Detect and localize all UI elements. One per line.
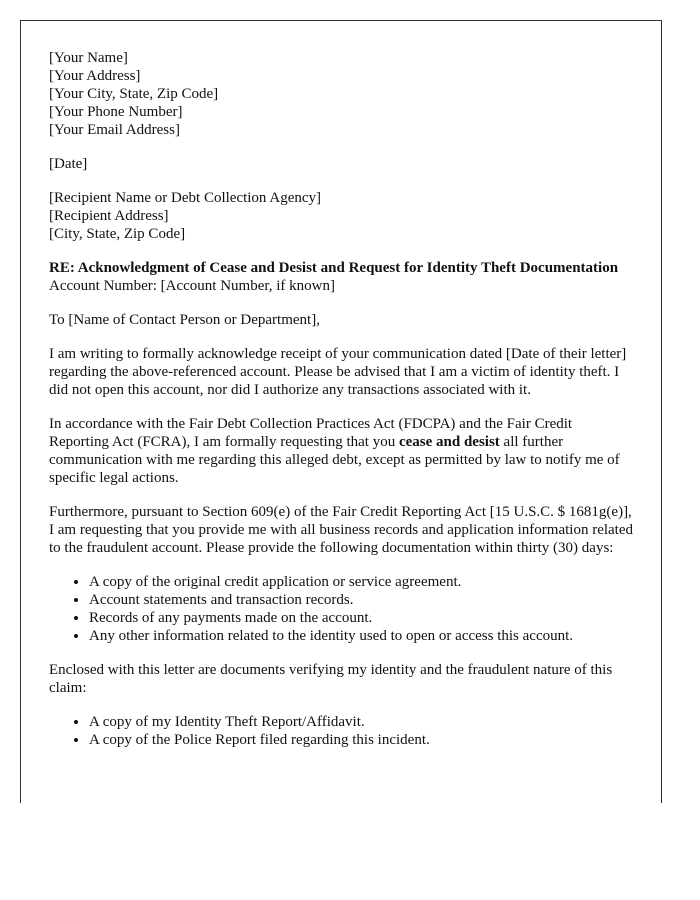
subject-line: RE: Acknowledgment of Cease and Desist and Request for Identity Theft Documentation xyxy=(49,260,619,276)
date: [Date] xyxy=(49,156,88,172)
subject-block xyxy=(49,259,634,295)
paragraph-acknowledgment: I am writing to formally acknowledge receipt of your communication dated [Date of their letter] regarding the above-referenced account. Please be advised that I am a victim of identity theft. I did not open this account, nor did I authorize any transactions associated with it. xyxy=(49,346,627,398)
sender-address: [Your Address] xyxy=(49,68,141,84)
recipient-address: [Recipient Address] xyxy=(49,208,169,224)
salutation: To [Name of Contact Person or Department], xyxy=(49,312,320,328)
recipient-block xyxy=(49,189,634,243)
sender-city: [Your City, State, Zip Code] xyxy=(49,86,219,102)
paragraph-enclosures: Enclosed with this letter are documents verifying my identity and the fraudulent nature of this claim: xyxy=(49,662,613,696)
sender-email: [Your Email Address] xyxy=(49,122,180,138)
recipient-city: [City, State, Zip Code] xyxy=(49,226,186,242)
enclosures-list xyxy=(49,713,634,749)
cease-desist-emphasis: cease and desist xyxy=(398,434,500,450)
list-item: • Records of any payments made on the account. xyxy=(89,609,634,627)
list-item: • A copy of my Identity Theft Report/Affidavit. xyxy=(89,713,634,731)
sender-name: [Your Name] xyxy=(49,50,128,66)
list-item: • A copy of the Police Report filed regarding this incident. xyxy=(89,731,634,749)
sender-phone: [Your Phone Number] xyxy=(49,104,183,120)
para2-text-end: all further communication with me regarding this alleged debt, except as permitted by law to notify me of specific legal actions. xyxy=(49,434,620,486)
account-number: Account Number: [Account Number, if known] xyxy=(49,278,335,294)
sender-block xyxy=(49,49,634,139)
list-item: • A copy of the original credit application or service agreement. xyxy=(89,573,634,591)
list-item: • Account statements and transaction records. xyxy=(89,591,634,609)
letter-page xyxy=(20,20,662,803)
list-item: • Any other information related to the identity used to open or access this account. xyxy=(89,627,634,645)
paragraph-cease-desist xyxy=(49,415,634,487)
recipient-name: [Recipient Name or Debt Collection Agency] xyxy=(49,190,321,206)
requested-docs-list xyxy=(49,573,634,645)
paragraph-request: Furthermore, pursuant to Section 609(e) of the Fair Credit Reporting Act [15 U.S.C. $ 1681g(e)], I am requesting that you provide me with all business records and application information related to the fraudulent account. Please provide the following documentation within thirty (30) days: xyxy=(49,504,634,556)
para2-text: In accordance with the Fair Debt Collection Practices Act (FDCPA) and the Fair Credit Reporting Act (FCRA), I am formally requesting that you xyxy=(49,416,573,450)
